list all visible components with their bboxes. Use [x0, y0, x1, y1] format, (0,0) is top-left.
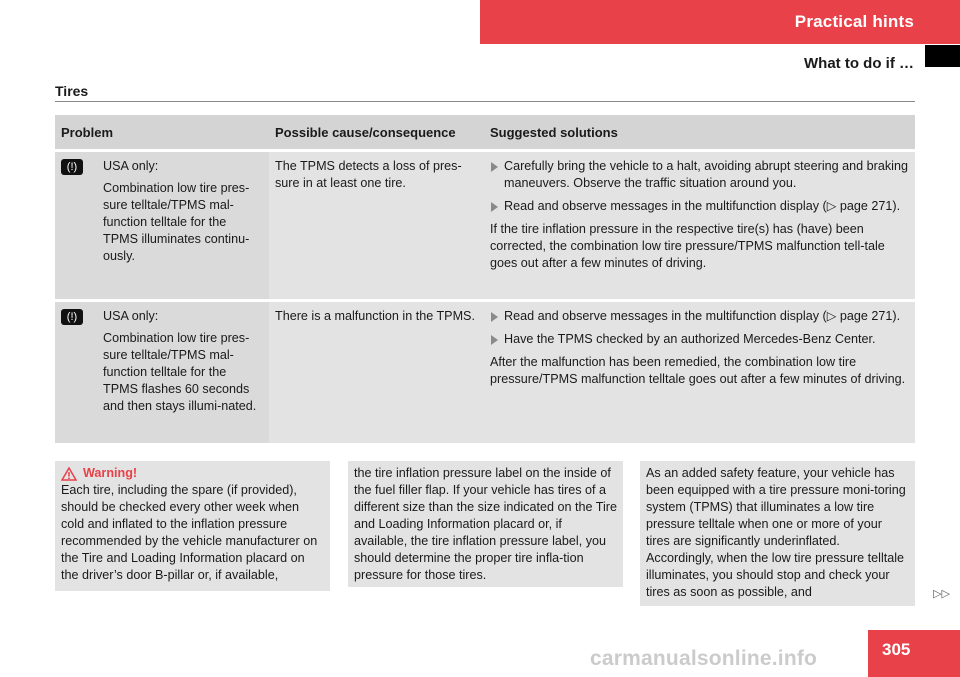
solution-note: If the tire inflation pressure in the respective tire(s) has (have) been corrected, the combination low tire pressure/TPMS malfunction tell-tale goes out after a few minutes of driving. — [490, 222, 885, 270]
page-number: 305 — [882, 640, 911, 659]
region-label: USA only: — [103, 159, 159, 173]
body-text: As an added safety feature, your vehicle has been equipped with a tire pressure moni-toring system (TPMS) that illuminates a low tire pressure telltale when one or more of your tires are significantly underinflated. Accordingly, when the low tire pressure telltale illuminates, you should stop and check your tires as soon as possible, and — [646, 466, 906, 599]
section-heading: Tires — [55, 83, 89, 99]
thumb-index-marker — [925, 45, 960, 67]
cause-cell: There is a malfunction in the TPMS. — [269, 301, 484, 443]
column-header-problem: Problem — [55, 115, 269, 151]
problem-cell — [55, 151, 269, 301]
cause-cell: The TPMS detects a loss of pres-sure in at least one tire. — [269, 151, 484, 301]
warning-title: Warning! — [83, 466, 138, 480]
text-column-2 — [348, 461, 623, 587]
column-header-cause: Possible cause/consequence — [269, 115, 484, 151]
table-header-row — [55, 115, 915, 151]
table-row — [55, 301, 915, 443]
solutions-cell — [484, 151, 915, 301]
body-text: the tire inflation pressure label on the inside of the fuel filler flap. If your vehicle has tires of a different size than the size indicated on the Tire and Loading Information placard or, if available, the tire inflation pressure label, you should determine the proper tire infla-tion pressure for those tires. — [354, 466, 617, 582]
tpms-warning-icon: (!) — [61, 309, 83, 325]
section-title-header: Practical hints — [794, 12, 914, 31]
warning-box — [55, 461, 330, 591]
warning-text: Each tire, including the spare (if provided), should be checked every other week when cold and inflated to the inflation pressure recommended by the vehicle manufacturer on the Tire and Loading Information placard on the driver’s door B-pillar or, if available, — [61, 483, 318, 582]
solution-step: Read and observe messages in the multifunction display (▷ page 271). — [490, 308, 909, 325]
region-label: USA only: — [103, 309, 159, 323]
tpms-warning-icon: (!) — [61, 159, 83, 175]
section-divider — [55, 101, 915, 102]
solution-step: Read and observe messages in the multifunction display (▷ page 271). — [490, 198, 909, 215]
solution-note: After the malfunction has been remedied, the combination low tire pressure/TPMS malfunction telltale goes out after a few minutes of driving. — [490, 355, 906, 386]
text-column-3 — [640, 461, 915, 606]
warning-triangle-icon — [61, 467, 77, 481]
solution-step: Carefully bring the vehicle to a halt, avoiding abrupt steering and braking maneuvers. Observe the traffic situation around you. — [490, 158, 909, 192]
watermark: carmanualsonline.info — [590, 647, 818, 670]
problem-text: Combination low tire pres-sure telltale/TPMS mal-function telltale for the TPMS illuminates continu-ously. — [103, 181, 250, 263]
page-number-tab — [868, 630, 960, 677]
column-header-solutions: Suggested solutions — [484, 115, 915, 151]
problem-text: Combination low tire pres-sure telltale/TPMS mal-function telltale for the TPMS flashes 60 seconds and then stays illumi-nated. — [103, 331, 257, 413]
warning-heading — [61, 465, 324, 482]
solutions-cell — [484, 301, 915, 443]
next-page-arrows-icon: ▷▷ — [933, 588, 950, 600]
subsection-title: What to do if … — [804, 55, 914, 72]
solution-step: Have the TPMS checked by an authorized Mercedes-Benz Center. — [490, 331, 909, 348]
problem-cell — [55, 301, 269, 443]
table-row — [55, 151, 915, 301]
section-tab — [480, 0, 960, 44]
tires-table — [55, 115, 915, 443]
